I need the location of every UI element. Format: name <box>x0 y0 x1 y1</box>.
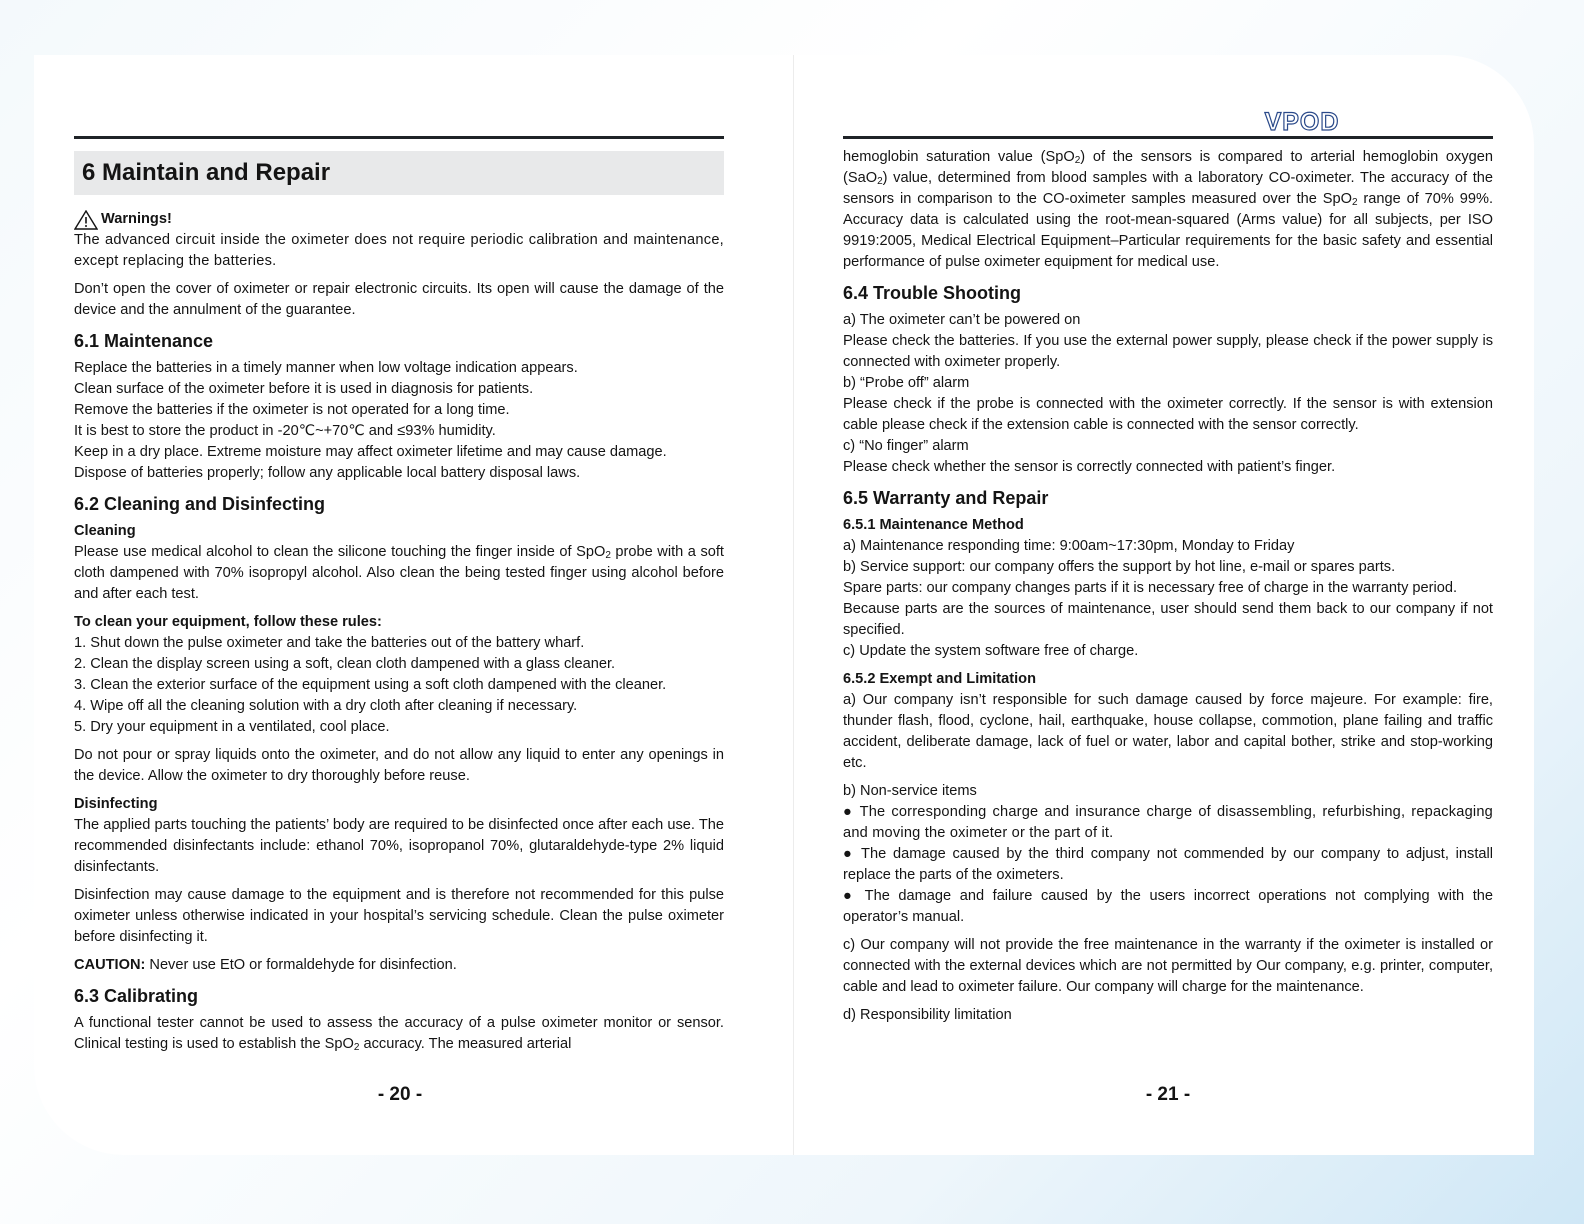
vpod-logo <box>1252 108 1352 135</box>
maintenance-line: Clean surface of the oximeter before it is used in diagnosis for patients. <box>74 381 534 397</box>
maintenance-line: Keep in a dry place. Extreme moisture may affect oximeter lifetime and may cause damage. <box>74 444 667 460</box>
left-page <box>74 136 724 1062</box>
warning-label: Warnings! <box>101 211 172 227</box>
page-number-right: - 21 - <box>1145 1084 1191 1105</box>
disinfecting-label: Disinfecting <box>74 796 158 812</box>
cleaning-paragraph <box>74 542 724 605</box>
subscript: 2 <box>605 550 611 561</box>
calibrating-text-a: A functional tester cannot be used to assess the accuracy of a pulse oximeter monitor or sensor. Clinical testing is used to establish the SpO <box>74 1015 724 1052</box>
cleaning-label: Cleaning <box>74 523 136 539</box>
caution-text: Never use EtO or formaldehyde for disinfection. <box>145 957 457 973</box>
rule-item: 1. Shut down the pulse oximeter and take the batteries out of the battery wharf. <box>74 635 585 651</box>
cleaning-text-a: Please use medical alcohol to clean the silicone touching the finger inside of SpO <box>74 544 606 560</box>
top-rule <box>74 136 724 139</box>
cont-text-b: ) of the sensors is compared to arterial hemoglobin oxygen (SaO <box>843 149 1493 186</box>
rules-list <box>74 633 724 738</box>
trouble-item: a) The oximeter can’t be powered on <box>843 312 1081 328</box>
liquid-paragraph: Do not pour or spray liquids onto the oximeter, and do not allow any liquid to enter any openings in the device. Allow the oximeter to dry thoroughly before reuse. <box>74 747 724 784</box>
chapter-title: 6 Maintain and Repair <box>74 151 724 195</box>
maintenance-line: Dispose of batteries properly; follow any applicable local battery disposal laws. <box>74 465 581 481</box>
caution-label: CAUTION: <box>74 957 146 973</box>
subscript: 2 <box>877 176 883 187</box>
section-6-5-2-title: 6.5.2 Exempt and Limitation <box>843 671 1037 687</box>
exempt-d: d) Responsibility limitation <box>843 1007 1012 1023</box>
cont-text-c: ) value, determined from blood samples with a laboratory CO-oximeter. The accuracy of the sensors in comparison to the CO-oximeter samples measured over the SpO <box>843 170 1493 207</box>
disinfecting-paragraph-1: The applied parts touching the patients’ body are required to be disinfected once after each use. The recommended disinfectants include: ethanol 70%, isopropanol 70%, glutaraldehyde-type 2% liquid disinfectants. <box>74 817 724 875</box>
non-service-item: ● The damage and failure caused by the users incorrect operations not complying with the operator’s manual. <box>843 888 1493 925</box>
trouble-item: b) “Probe off” alarm <box>843 375 970 391</box>
subscript: 2 <box>353 1042 360 1053</box>
rule-item: 5. Dry your equipment in a ventilated, cool place. <box>74 719 390 735</box>
section-6-3-title: 6.3 Calibrating <box>74 986 199 1006</box>
disinfecting-paragraph-2: Disinfection may cause damage to the equipment and is therefore not recommended for this pulse oximeter unless otherwise indicated in your hospital’s servicing schedule. Clean the pulse oximeter before disinfecting it. <box>74 887 724 945</box>
top-rule <box>843 136 1493 139</box>
cont-text-d: range of 70% 99%. Accuracy data is calculated using the root-mean-squared (Arms value) for all subjects, per ISO 9919:2005, Medical Electrical Equipment–Particular requirements for the basic safety and essential performance of pulse oximeter equipment for medical use. <box>843 191 1493 270</box>
maintenance-method-list <box>843 536 1493 662</box>
section-6-5-1-title: 6.5.1 Maintenance Method <box>843 517 1024 533</box>
trouble-text: Please check the batteries. If you use the external power supply, please check if the power supply is connected with oximeter properly. <box>843 333 1493 370</box>
non-service-heading: b) Non-service items <box>843 783 977 799</box>
method-item: b) Service support: our company offers the support by hot line, e-mail or spares parts. <box>843 559 1396 575</box>
vpod-logo-text: VPOD <box>1264 108 1340 135</box>
calibrating-continuation <box>843 147 1493 273</box>
method-item: a) Maintenance responding time: 9:00am~17:30pm, Monday to Friday <box>843 538 1295 554</box>
method-item: Because parts are the sources of maintenance, user should send them back to our company if not specified. <box>843 601 1493 638</box>
warning-heading <box>74 209 724 230</box>
warning-icon <box>74 210 98 230</box>
section-6-5-title: 6.5 Warranty and Repair <box>843 488 1049 508</box>
maintenance-line: Replace the batteries in a timely manner when low voltage indication appears. <box>74 360 578 376</box>
exempt-c: c) Our company will not provide the free maintenance in the warranty if the oximeter is installed or connected with the external devices which are not permitted by Our company, e.g. printer, computer, cable and lead to oximeter failure. Our company will charge for the maintenance. <box>843 937 1493 995</box>
page-gutter <box>793 55 794 1155</box>
maintenance-line: It is best to store the product in -20℃~+70℃ and ≤93% humidity. <box>74 423 496 439</box>
maintenance-list <box>74 358 724 484</box>
maintenance-line: Remove the batteries if the oximeter is not operated for a long time. <box>74 402 510 418</box>
calibrating-text-b: accuracy. The measured arterial <box>359 1036 572 1052</box>
non-service-item: ● The damage caused by the third company not commended by our company to adjust, install replace the parts of the oximeters. <box>843 846 1493 883</box>
right-page <box>843 136 1493 1033</box>
cont-text-a: hemoglobin saturation value (SpO <box>843 149 1075 165</box>
warning-paragraph-1: The advanced circuit inside the oximeter does not require periodic calibration and maintenance, except replacing the batteries. <box>74 232 724 269</box>
non-service-list <box>843 781 1493 928</box>
trouble-shooting-list <box>843 310 1493 478</box>
subscript: 2 <box>1074 155 1081 166</box>
rules-label: To clean your equipment, follow these rules: <box>74 614 382 630</box>
caution-paragraph <box>74 955 724 976</box>
trouble-text: Please check whether the sensor is correctly connected with patient’s finger. <box>843 459 1336 475</box>
rule-item: 4. Wipe off all the cleaning solution with a dry cloth after cleaning if necessary. <box>74 698 578 714</box>
exempt-a: a) Our company isn’t responsible for such damage caused by force majeure. For example: fire, thunder flash, flood, cyclone, hail, earthquake, house collapse, commotion, plane failing and traffic accident, deliberate damage, lack of fuel or water, labor and capital bother, strike and stop-working etc. <box>843 692 1493 771</box>
subscript: 2 <box>1351 197 1358 208</box>
method-item: c) Update the system software free of charge. <box>843 643 1139 659</box>
rule-item: 2. Clean the display screen using a soft, clean cloth dampened with a glass cleaner. <box>74 656 616 672</box>
page-number-left: - 20 - <box>377 1084 423 1105</box>
calibrating-paragraph <box>74 1013 724 1055</box>
non-service-item: ● The corresponding charge and insurance charge of disassembling, refurbishing, repackaging and moving the oximeter or the part of it. <box>843 804 1493 841</box>
warning-paragraph-2: Don’t open the cover of oximeter or repair electronic circuits. Its open will cause the damage of the device and the annulment of the guarantee. <box>74 281 724 318</box>
section-6-2-title: 6.2 Cleaning and Disinfecting <box>74 494 326 514</box>
cleaning-text-b: probe with a soft cloth dampened with 70% isopropyl alcohol. Also clean the being tested finger using alcohol before and after each test. <box>74 544 724 602</box>
method-item: Spare parts: our company changes parts if it is necessary free of charge in the warranty period. <box>843 580 1458 596</box>
section-6-1-title: 6.1 Maintenance <box>74 331 214 351</box>
trouble-item: c) “No finger” alarm <box>843 438 969 454</box>
rule-item: 3. Clean the exterior surface of the equipment using a soft cloth dampened with the cleaner. <box>74 677 667 693</box>
section-6-4-title: 6.4 Trouble Shooting <box>843 283 1022 303</box>
trouble-text: Please check if the probe is connected with the oximeter correctly. If the sensor is with extension cable please check if the extension cable is connected with the sensor correctly. <box>843 396 1493 433</box>
